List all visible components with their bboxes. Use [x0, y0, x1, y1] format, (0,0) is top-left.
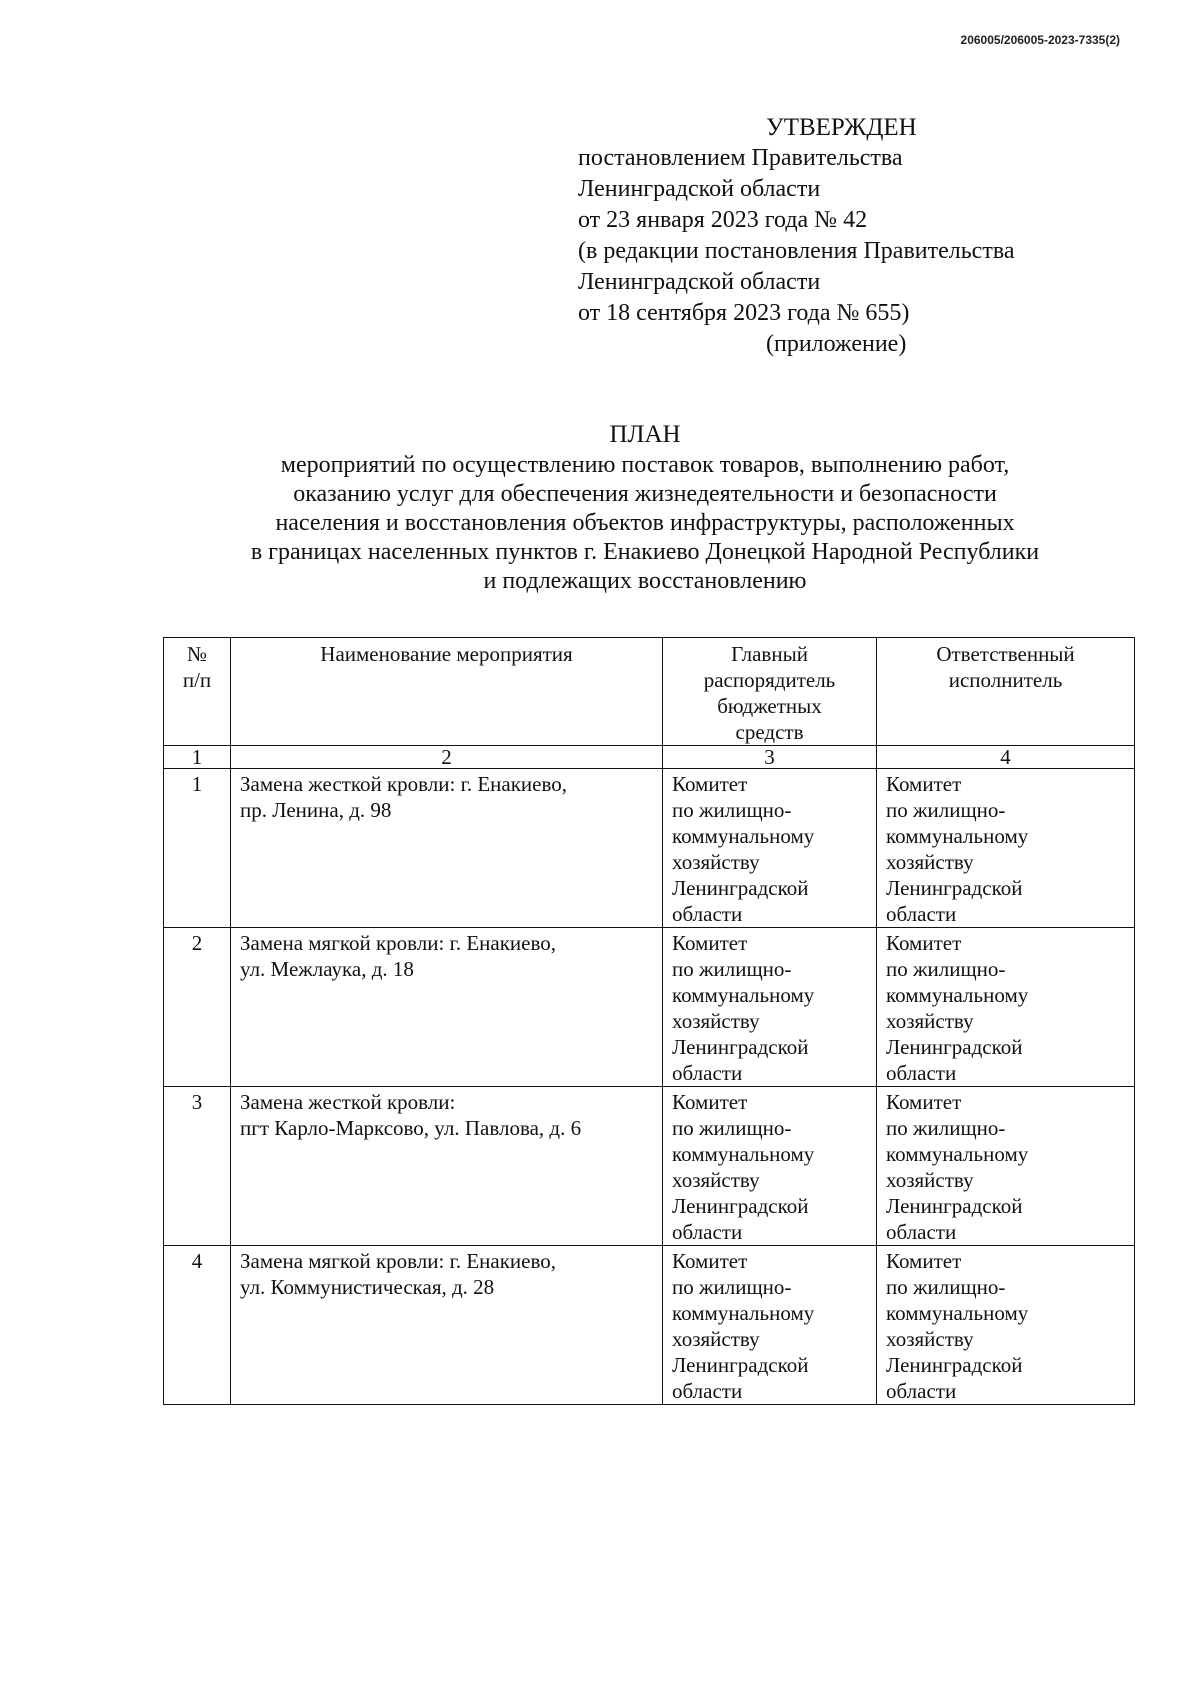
approval-appendix: (приложение)	[766, 331, 907, 357]
cell-text: Ленинградской	[886, 1194, 1023, 1218]
plan-subtitle-line: в границах населенных пунктов г. Енакиево Донецкой Народной Республики	[250, 539, 1040, 565]
cell-text: Ленинградской	[672, 1194, 809, 1218]
cell-text: по жилищно-	[672, 957, 792, 981]
table-row	[164, 1087, 1135, 1246]
cell-text: Замена жесткой кровли: г. Енакиево,	[240, 772, 568, 796]
cell-text: Ленинградской	[672, 1035, 809, 1059]
cell-text: по жилищно-	[886, 798, 1006, 822]
cell-text: коммунальному	[672, 983, 815, 1007]
header-activity-name	[231, 638, 663, 746]
table-row	[164, 1246, 1135, 1405]
approval-line: от 18 сентября 2023 года № 655)	[578, 300, 910, 326]
cell-text: Комитет	[672, 1090, 748, 1114]
budget-manager	[663, 928, 877, 1087]
cell-text: по жилищно-	[672, 1275, 792, 1299]
cell-text: Замена мягкой кровли: г. Енакиево,	[240, 1249, 557, 1273]
cell-text: хозяйству	[886, 1009, 974, 1033]
approval-line: Ленинградской области	[578, 176, 821, 202]
approval-heading: УТВЕРЖДЕН	[766, 114, 917, 141]
header-text: исполнитель	[948, 668, 1063, 692]
budget-manager	[663, 1246, 877, 1405]
cell-text: хозяйству	[672, 1168, 760, 1192]
budget-manager	[663, 769, 877, 928]
column-number: 1	[164, 746, 231, 769]
header-text: распорядитель	[703, 668, 836, 692]
responsible-executor	[877, 928, 1135, 1087]
cell-text: по жилищно-	[672, 798, 792, 822]
header-executor	[877, 638, 1135, 746]
activity-name	[231, 769, 663, 928]
cell-text: Комитет	[886, 931, 962, 955]
plan-subtitle-line: мероприятий по осуществлению поставок товаров, выполнению работ,	[280, 452, 1010, 478]
cell-text: Замена мягкой кровли: г. Енакиево,	[240, 931, 557, 955]
cell-text: Ленинградской	[886, 1035, 1023, 1059]
cell-text: области	[886, 1061, 957, 1085]
header-text: Главный	[731, 642, 808, 666]
header-budget-manager	[663, 638, 877, 746]
cell-text: пгт Карло-Марксово, ул. Павлова, д. 6	[240, 1116, 582, 1140]
header-text: Ответственный	[936, 642, 1075, 666]
responsible-executor	[877, 1246, 1135, 1405]
header-text: №	[186, 642, 208, 666]
cell-text: хозяйству	[672, 1009, 760, 1033]
cell-text: по жилищно-	[886, 957, 1006, 981]
cell-text: пр. Ленина, д. 98	[240, 798, 392, 822]
plan-header	[150, 419, 1140, 596]
approval-line: Ленинградской области	[578, 269, 821, 295]
activity-name	[231, 928, 663, 1087]
cell-text: Комитет	[672, 772, 748, 796]
cell-text: области	[886, 1220, 957, 1244]
cell-text: области	[672, 1379, 743, 1403]
approval-line: от 23 января 2023 года № 42	[578, 207, 868, 233]
cell-text: хозяйству	[886, 1168, 974, 1192]
cell-text: по жилищно-	[672, 1116, 792, 1140]
cell-text: области	[886, 1379, 957, 1403]
cell-text: ул. Межлаука, д. 18	[240, 957, 414, 981]
cell-text: коммунальному	[672, 1301, 815, 1325]
cell-text: Замена жесткой кровли:	[240, 1090, 456, 1114]
row-number: 4	[164, 1246, 231, 1405]
cell-text: области	[672, 1220, 743, 1244]
plan-subtitle-line: населения и восстановления объектов инфраструктуры, расположенных	[275, 510, 1015, 536]
header-text: п/п	[182, 668, 212, 692]
header-text: бюджетных	[717, 694, 822, 718]
approval-line: постановлением Правительства	[578, 145, 903, 171]
cell-text: Комитет	[672, 1249, 748, 1273]
plan-subtitle-line: оказанию услуг для обеспечения жизнедеятельности и безопасности	[293, 481, 997, 507]
cell-text: Комитет	[886, 772, 962, 796]
cell-text: Ленинградской	[672, 1353, 809, 1377]
header-text: средств	[735, 720, 804, 744]
budget-manager	[663, 1087, 877, 1246]
cell-text: коммунальному	[886, 983, 1029, 1007]
cell-text: коммунальному	[886, 1142, 1029, 1166]
cell-text: Комитет	[886, 1249, 962, 1273]
row-number: 2	[164, 928, 231, 1087]
table-header-row	[164, 638, 1135, 746]
plan-title: ПЛАН	[609, 421, 681, 448]
cell-text: ул. Коммунистическая, д. 28	[240, 1275, 495, 1299]
header-text: Наименование мероприятия	[320, 642, 573, 666]
approval-line: (в редакции постановления Правительства	[578, 238, 1015, 264]
column-number-row	[164, 746, 1135, 769]
activity-name	[231, 1087, 663, 1246]
activity-name	[231, 1246, 663, 1405]
cell-text: хозяйству	[886, 850, 974, 874]
cell-text: Комитет	[672, 931, 748, 955]
row-number: 3	[164, 1087, 231, 1246]
header-number	[164, 638, 231, 746]
row-number: 1	[164, 769, 231, 928]
cell-text: хозяйству	[672, 1327, 760, 1351]
table-row	[164, 928, 1135, 1087]
cell-text: области	[672, 902, 743, 926]
responsible-executor	[877, 769, 1135, 928]
cell-text: Ленинградской	[886, 876, 1023, 900]
plan-table	[163, 637, 1135, 1405]
cell-text: хозяйству	[886, 1327, 974, 1351]
plan-subtitle-line: и подлежащих восстановлению	[483, 568, 807, 594]
approval-block	[578, 112, 1138, 360]
cell-text: Комитет	[886, 1090, 962, 1114]
cell-text: Ленинградской	[672, 876, 809, 900]
responsible-executor	[877, 1087, 1135, 1246]
cell-text: хозяйству	[672, 850, 760, 874]
cell-text: коммунальному	[672, 1142, 815, 1166]
cell-text: по жилищно-	[886, 1116, 1006, 1140]
document-id: 206005/206005-2023-7335(2)	[960, 33, 1120, 47]
cell-text: коммунальному	[672, 824, 815, 848]
cell-text: коммунальному	[886, 1301, 1029, 1325]
column-number: 4	[877, 746, 1135, 769]
cell-text: области	[886, 902, 957, 926]
cell-text: области	[672, 1061, 743, 1085]
column-number: 2	[231, 746, 663, 769]
column-number: 3	[663, 746, 877, 769]
table-row	[164, 769, 1135, 928]
cell-text: по жилищно-	[886, 1275, 1006, 1299]
cell-text: Ленинградской	[886, 1353, 1023, 1377]
cell-text: коммунальному	[886, 824, 1029, 848]
